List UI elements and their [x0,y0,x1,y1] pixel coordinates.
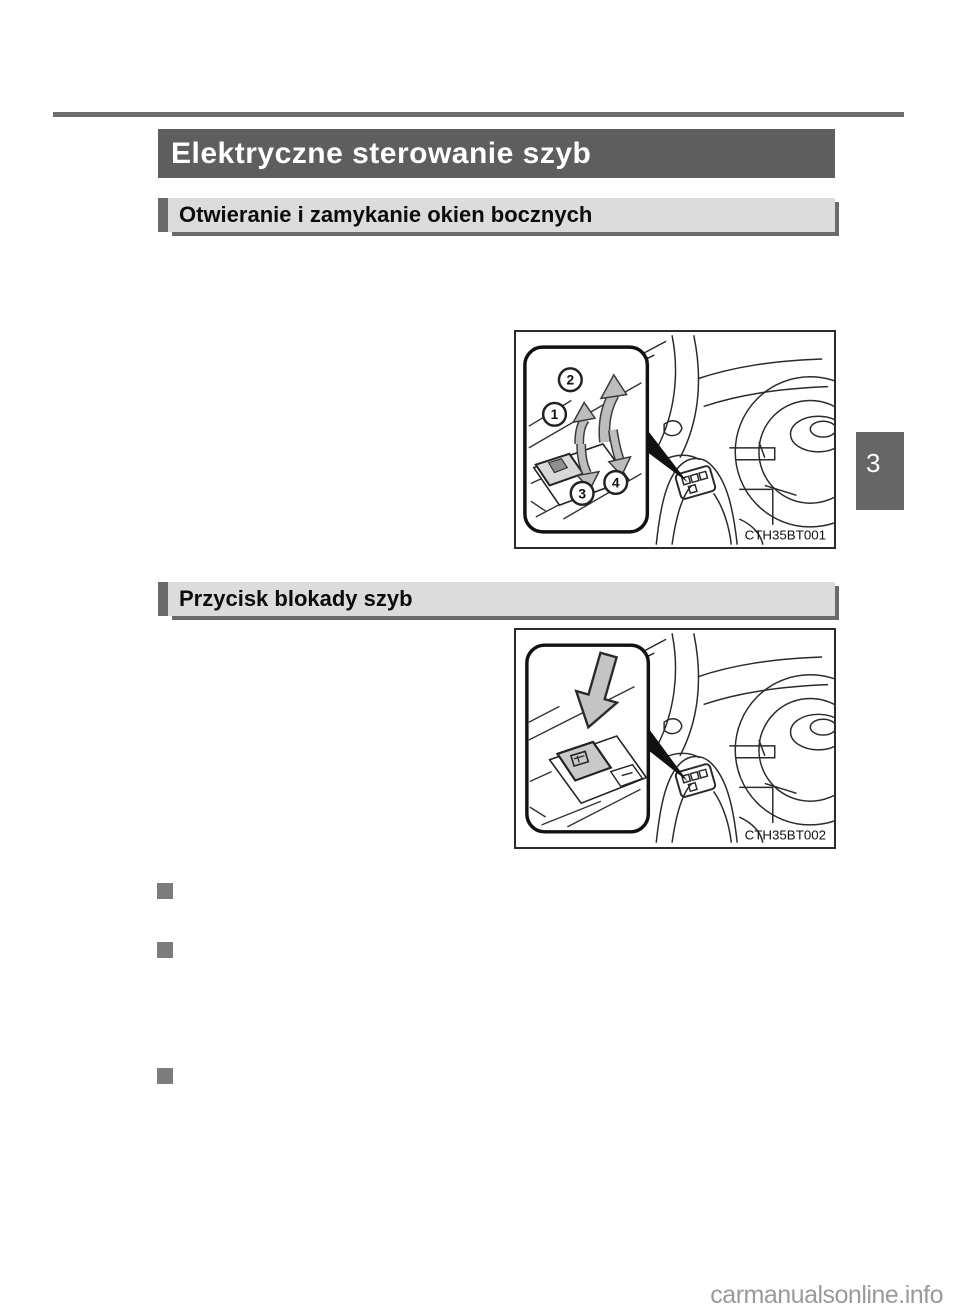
page-title: Elektryczne sterowanie szyb [171,137,592,170]
svg-text:4: 4 [611,474,620,491]
svg-text:1: 1 [550,406,559,423]
figure-illustration [516,630,834,847]
chapter-number: 3 [866,448,881,478]
section-accent-bar [158,582,168,616]
watermark-link[interactable]: carmanualsonline.info [710,1281,943,1309]
figure-window-switches [514,330,836,549]
list-bullet-square [157,942,173,958]
callout-box [527,645,648,832]
circled-number [543,403,566,426]
page-title-bar [158,129,835,178]
list-bullet-square [157,1068,173,1084]
figure-caption: CTH35BT001 [744,527,827,543]
header-rule [53,112,904,117]
circled-number [604,471,627,494]
section-header-label: Otwieranie i zamykanie okien bocznych [168,198,835,232]
figure-illustration [516,332,834,547]
section-header-window-lock [158,582,835,616]
circled-number [559,368,582,391]
figure-window-lock-button [514,628,836,849]
chapter-tab [856,432,904,510]
figure-caption: CTH35BT002 [744,827,827,843]
svg-text:2: 2 [566,371,575,388]
svg-text:3: 3 [578,485,587,502]
list-bullet-square [157,883,173,899]
circled-number [571,482,594,505]
callout-box [525,347,647,532]
section-header-opening-closing [158,198,835,232]
section-header-label: Przycisk blokady szyb [168,582,835,616]
section-accent-bar [158,198,168,232]
